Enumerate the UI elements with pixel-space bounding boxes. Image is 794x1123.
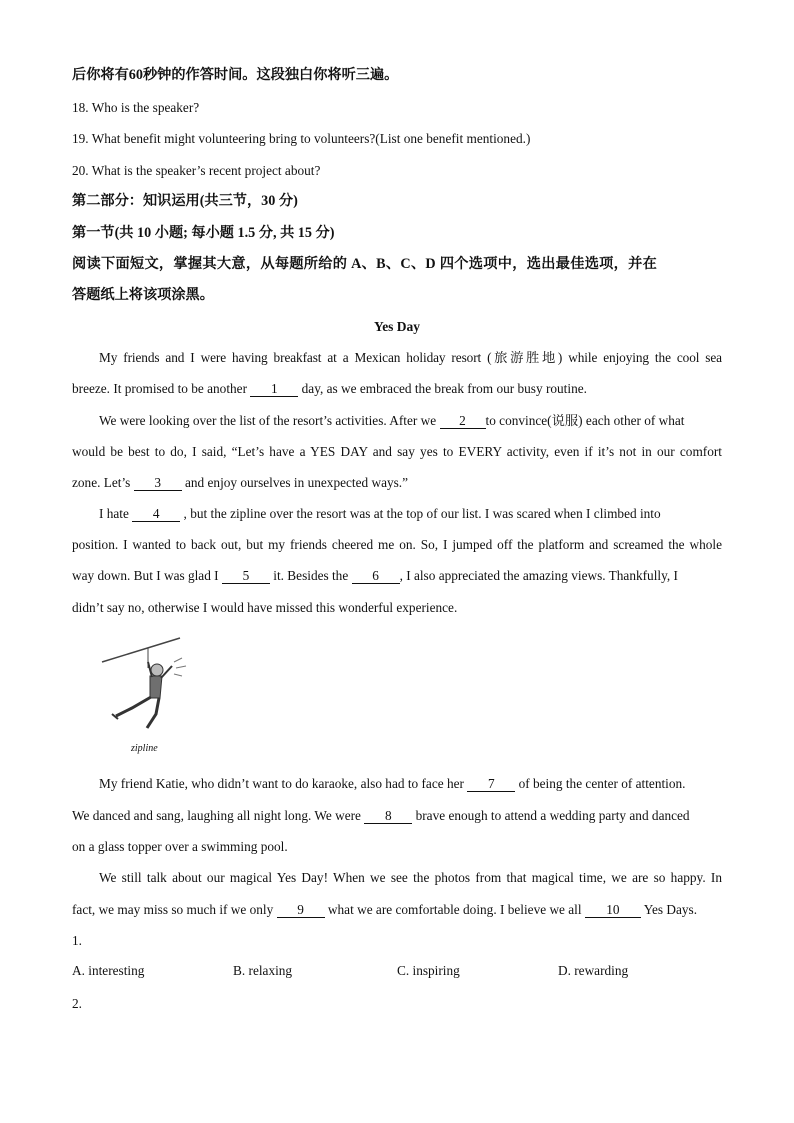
blank-3: 3	[134, 476, 182, 491]
q1-option-b[interactable]: B. relaxing	[233, 963, 293, 978]
p2-line1: We were looking over the list of the resort’s activities. After we 2 to convince(说服) each other of what	[99, 413, 685, 428]
p1-line1: My friends and I were having breakfast at a Mexican holiday resort (旅游胜地) while enjoying the cool sea	[99, 350, 722, 365]
instruction-line2: 答题纸上将该项涂黑。	[72, 287, 214, 303]
question-19: 19. What benefit might volunteering bring to volunteers?(List one benefit mentioned.)	[72, 131, 531, 146]
instruction-line1: 阅读下面短文，掌握其大意，从每题所给的 A、B、C、D 四个选项中，选出最佳选项，并在	[72, 256, 658, 272]
blank-7: 7	[467, 777, 515, 792]
blank-6: 6	[352, 569, 400, 584]
listening-instruction: 后你将有60秒钟的作答时间。这段独白你将听三遍。	[72, 67, 399, 83]
blank-8: 8	[364, 809, 412, 824]
blank-4: 4	[132, 507, 180, 522]
blank-9: 9	[277, 903, 325, 918]
figure-caption: zipline	[131, 743, 158, 754]
blank-10: 10	[585, 903, 641, 918]
p5-line2: fact, we may miss so much if we only 9 what we are comfortable doing. I believe we all 10 Yes Days.	[72, 902, 698, 917]
p1-line2: breeze. It promised to be another 1 day, as we embraced the break from our busy routine.	[72, 381, 587, 396]
p3-line2: position. I wanted to back out, but my friends cheered me on. So, I jumped off the platform and screamed the whole	[72, 537, 722, 552]
p3-line4: didn’t say no, otherwise I would have missed this wonderful experience.	[72, 600, 458, 615]
p2-line2: would be best to do, I said, “Let’s have a YES DAY and say yes to EVERY activity, even if it’s not in our comfort	[72, 444, 722, 459]
p4-line3: on a glass topper over a swimming pool.	[72, 839, 288, 854]
question-1-number: 1.	[72, 933, 82, 948]
question-2-number: 2.	[72, 996, 82, 1011]
p4-line1: My friend Katie, who didn’t want to do karaoke, also had to face her 7 of being the center of attention.	[99, 776, 686, 791]
p5-line1: We still talk about our magical Yes Day! When we see the photos from that magical time, we are so happy. In	[99, 870, 722, 885]
zipline-illustration	[98, 636, 198, 756]
q1-option-a[interactable]: A. interesting	[72, 963, 145, 978]
p2-line3: zone. Let’s 3 and enjoy ourselves in unexpected ways.”	[72, 475, 409, 490]
passage-title: Yes Day	[373, 319, 421, 334]
blank-1: 1	[250, 382, 298, 397]
q1-option-c[interactable]: C. inspiring	[397, 963, 460, 978]
p3-line1: I hate 4 , but the zipline over the resort was at the top of our list. I was scared when I climbed into	[99, 506, 661, 521]
q1-option-d[interactable]: D. rewarding	[558, 963, 629, 978]
blank-5: 5	[222, 569, 270, 584]
p4-line2: We danced and sang, laughing all night long. We were 8 brave enough to attend a wedding party and danced	[72, 808, 690, 823]
part2-heading: 第二部分：知识运用(共三节，30 分)	[72, 193, 298, 209]
blank-2: 2	[440, 414, 486, 429]
question-18: 18. Who is the speaker?	[72, 100, 200, 115]
p3-line3: way down. But I was glad I 5 it. Besides the 6 , I also appreciated the amazing views. Thankfully, I	[72, 568, 678, 583]
question-20: 20. What is the speaker’s recent project about?	[72, 163, 321, 178]
section1-heading: 第一节(共 10 小题; 每小题 1.5 分, 共 15 分)	[72, 225, 335, 241]
